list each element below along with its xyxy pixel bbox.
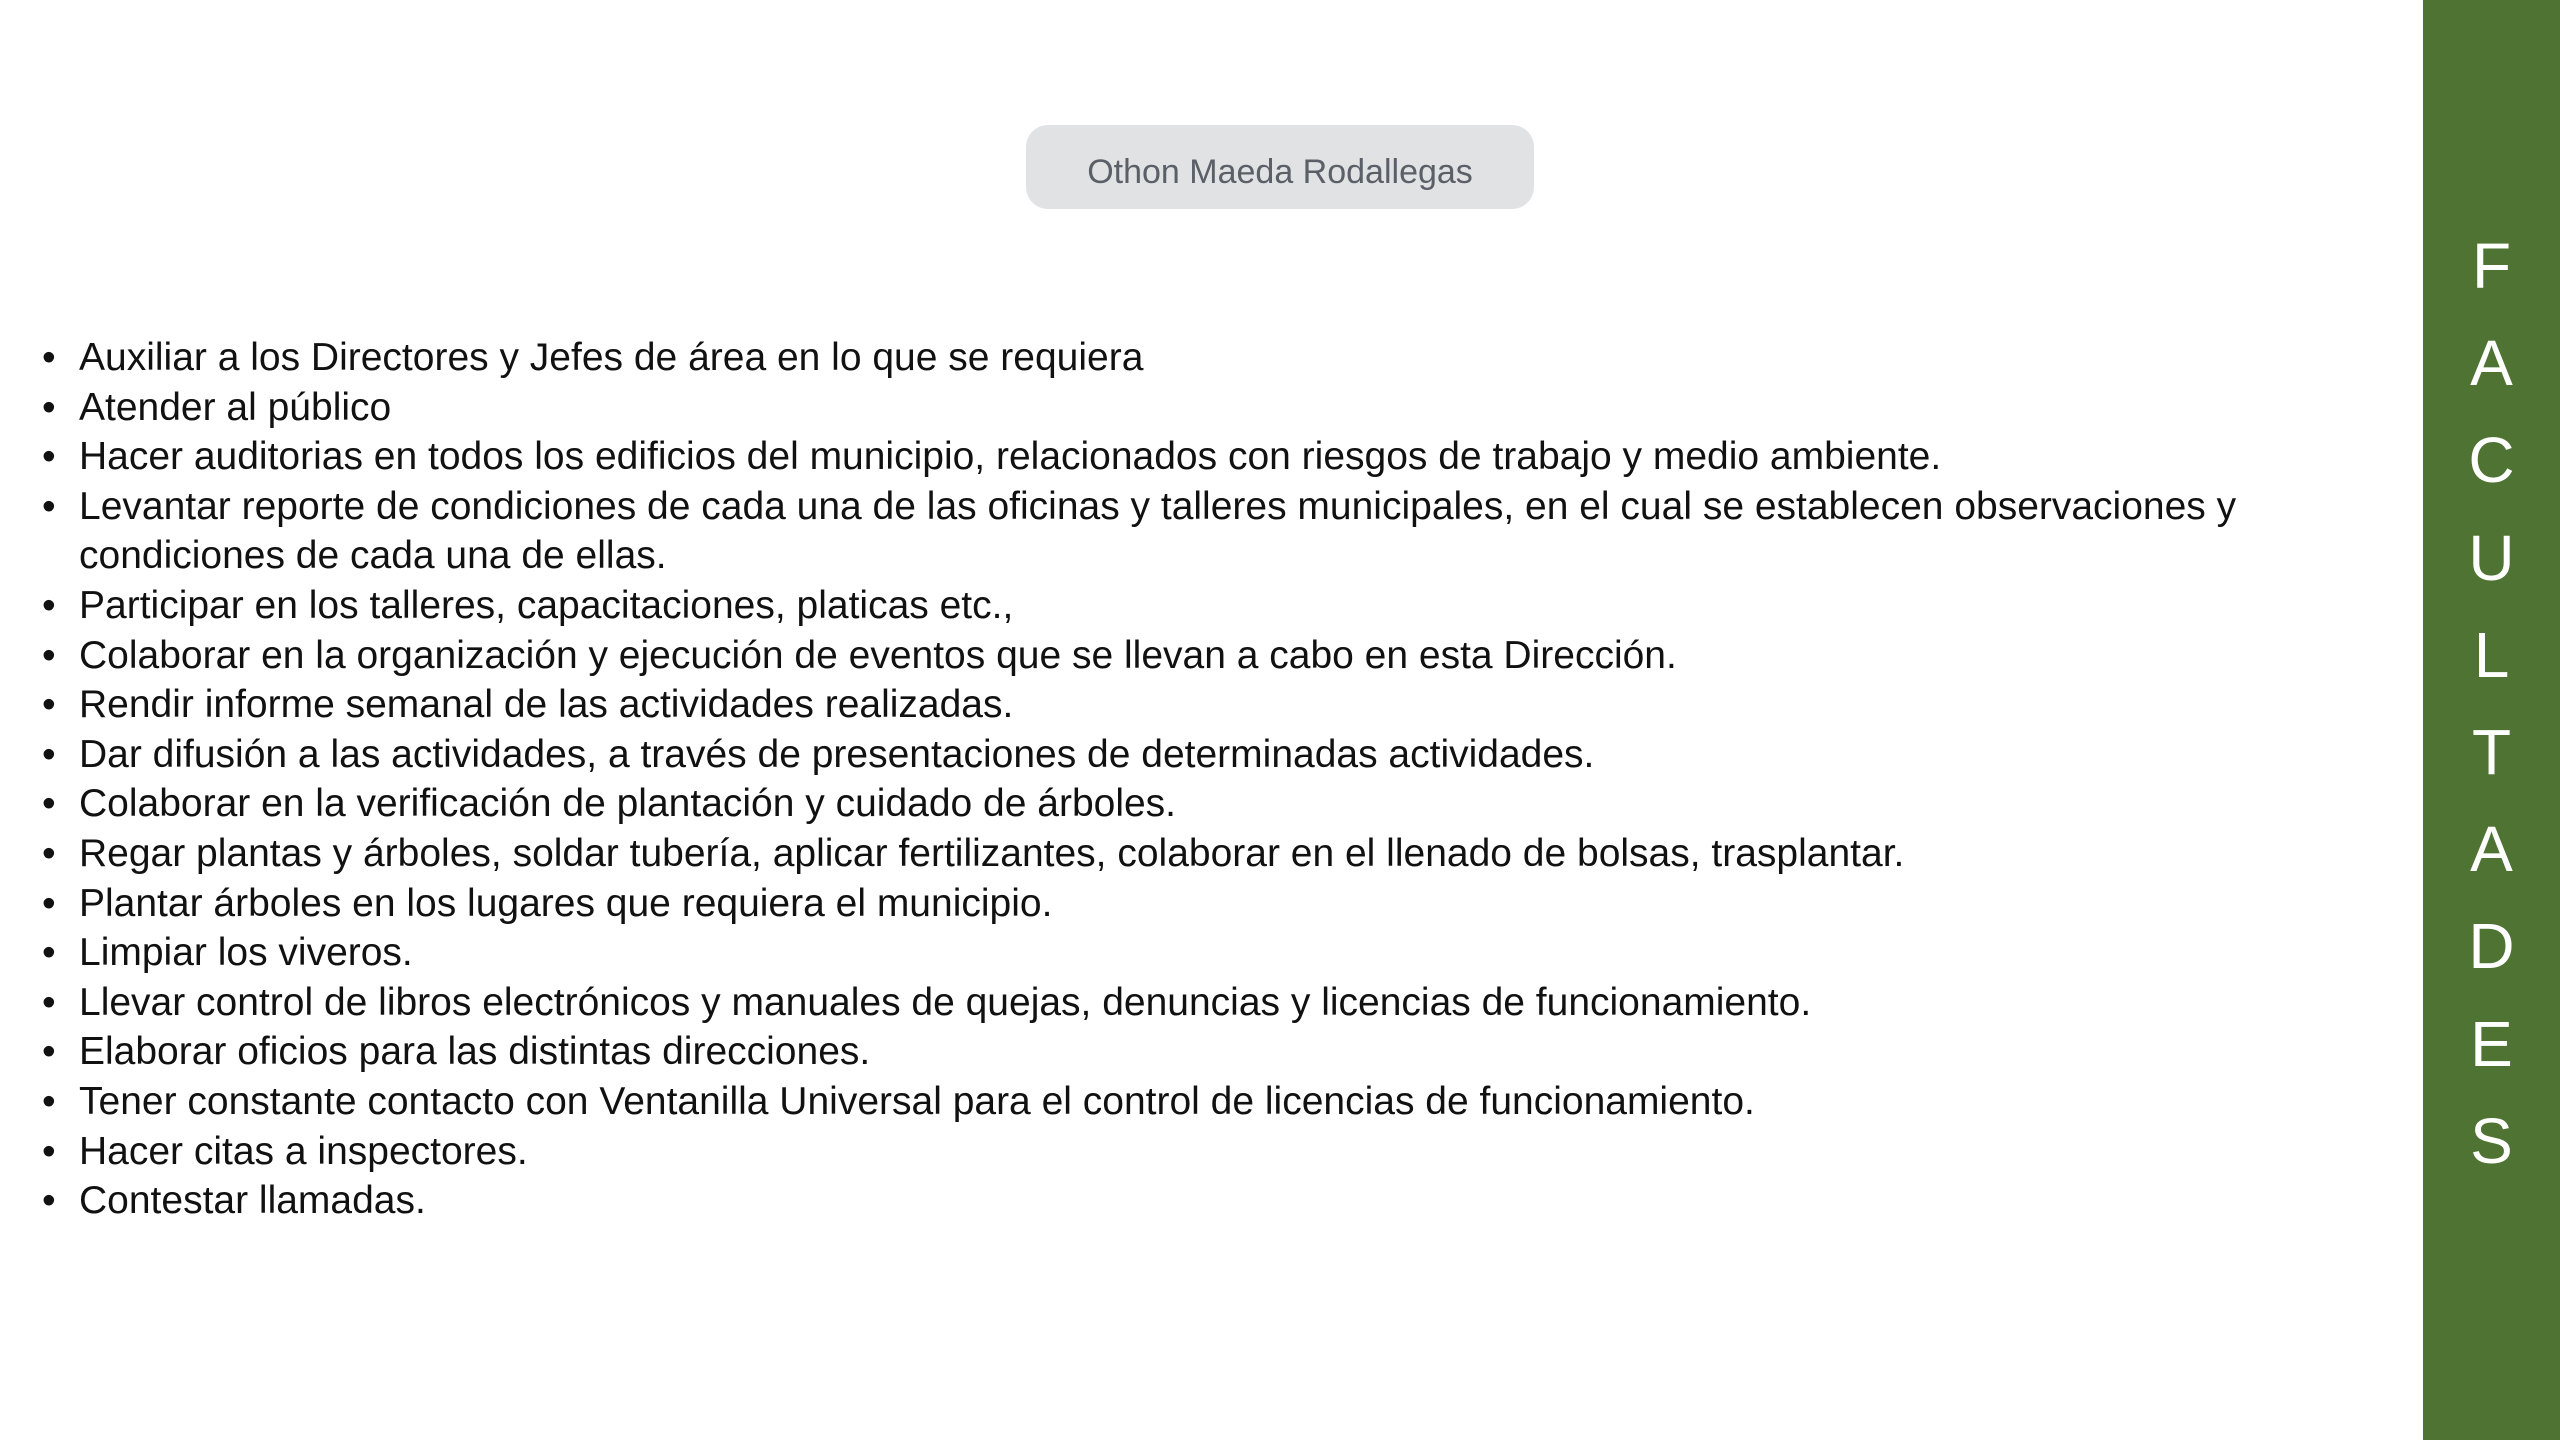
duty-item: • Contestar llamadas. — [40, 1176, 2370, 1226]
duty-item: • Regar plantas y árboles, soldar tubería, aplicar fertilizantes, colaborar en el llenado de bolsas, trasplantar. — [40, 829, 2370, 879]
duty-item: • Hacer citas a inspectores. — [40, 1127, 2370, 1177]
duty-item: • Colaborar en la verificación de plantación y cuidado de árboles. — [40, 779, 2370, 829]
title-letter: D — [2468, 910, 2515, 983]
duty-item: • Limpiar los viveros. — [40, 928, 2370, 978]
duty-item: • Rendir informe semanal de las actividades realizadas. — [40, 680, 2370, 730]
vertical-title — [2423, 218, 2560, 1190]
duty-item: • Dar difusión a las actividades, a través de presentaciones de determinadas actividades. — [40, 730, 2370, 780]
duty-item: • Hacer auditorias en todos los edificios del municipio, relacionados con riesgos de trabajo y medio ambiente. — [40, 432, 2370, 482]
duties-list — [40, 333, 2370, 1226]
duty-item: • Colaborar en la organización y ejecución de eventos que se llevan a cabo en esta Dirección. — [40, 631, 2370, 681]
title-letter: C — [2468, 424, 2515, 497]
duty-item: • Levantar reporte de condiciones de cada una de las oficinas y talleres municipales, en el cual se establecen observaciones y condiciones de cada una de ellas. — [40, 482, 2370, 581]
title-letter: S — [2470, 1104, 2513, 1177]
title-letter: U — [2468, 521, 2515, 594]
sidebar-panel — [2423, 0, 2560, 1440]
name-label — [1026, 125, 1534, 209]
duty-item: • Llevar control de libros electrónicos y manuales de quejas, denuncias y licencias de funcionamiento. — [40, 978, 2370, 1028]
title-letter: T — [2471, 716, 2512, 789]
duty-item: • Plantar árboles en los lugares que requiera el municipio. — [40, 879, 2370, 929]
duty-item: • Auxiliar a los Directores y Jefes de área en lo que se requiera — [40, 333, 2370, 383]
duty-item: • Tener constante contacto con Ventanilla Universal para el control de licencias de funcionamiento. — [40, 1077, 2370, 1127]
name-text: Othon Maeda Rodallegas — [1087, 152, 1473, 191]
duty-item: • Atender al público — [40, 383, 2370, 433]
title-letter: E — [2470, 1007, 2513, 1080]
title-letter: L — [2473, 618, 2510, 691]
duty-item: • Elaborar oficios para las distintas direcciones. — [40, 1027, 2370, 1077]
title-letter: A — [2470, 813, 2513, 886]
title-letter: A — [2470, 327, 2513, 400]
title-letter: F — [2471, 230, 2512, 302]
duty-item: • Participar en los talleres, capacitaciones, platicas etc., — [40, 581, 2370, 631]
